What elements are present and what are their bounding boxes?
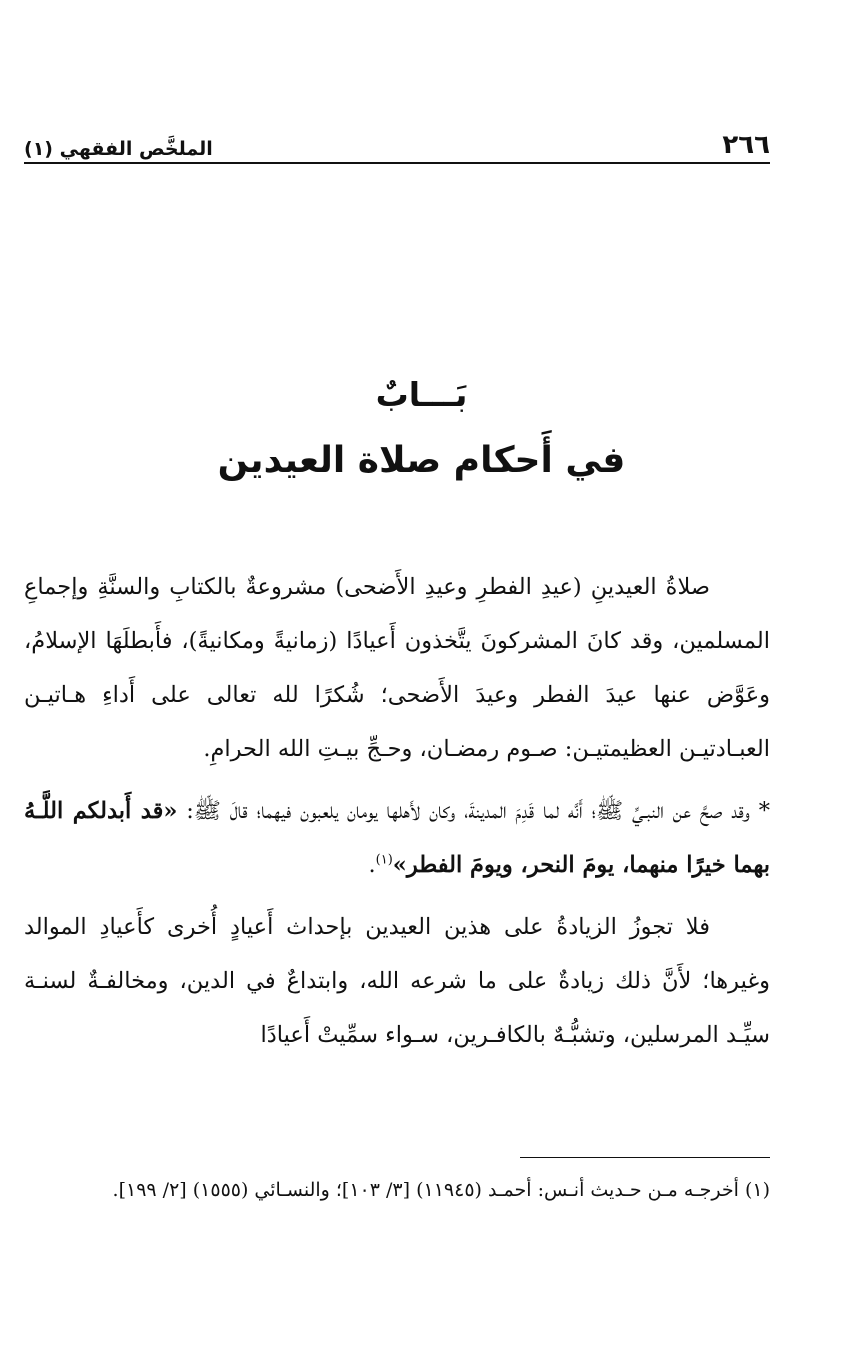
- page-number: ٢٦٦: [722, 130, 770, 160]
- header-divider: [24, 162, 770, 164]
- paragraph-2-end: .: [368, 852, 376, 878]
- footnote-1: (١) أخرجـه مـن حـديث أنـس: أحمـد (١١٩٤٥) [٣/ ١٠٣]؛ والنسـائي (١٥٥٥) [٢/ ١٩٩].: [112, 1179, 770, 1201]
- footnotes: [24, 1170, 770, 1210]
- hadith-quote: «قد أَبدلكم اللَّـهُ بهما خيرًا منهما، يومَ النحر، ويومَ الفطر»: [24, 798, 770, 878]
- paragraph-1: صلاةُ العيدينِ (عيدِ الفطرِ وعيدِ الأَضحى) مشروعةٌ بالكتابِ والسنَّةِ وإجماعِ المسلمين، وقد كانَ المشركونَ يتَّخذون أَعيادًا (زمانيةً ومكانيةً)، فأَبطلَهَا الإسلامُ، وعَوَّض عنها عيدَ الفطر وعيدَ الأَضحى؛ شُكرًا لله تعالى على أَداءِ هـاتيـن العبـادتيـن العظيمتيـن: صـوم رمضـان، وحـجِّ بيـتِ الله الحرامِ.: [24, 574, 770, 762]
- paragraph-3: فلا تجوزُ الزيادةُ على هذين العيدين بإحداث أَعيادٍ أُخرى كأَعيادِ الموالد وغيرها؛ لأَنَّ ذلك زيادةٌ على ما شرعه الله، وابتداعٌ في الدين، ومخالفـةٌ لسنـة سيِّـد المرسلين، وتشبُّـهٌ بالكافـرين، سـواء سمِّيتْ أَعيادًا: [24, 914, 770, 1048]
- footnote-divider: [520, 1157, 770, 1158]
- chapter-label: بَـــابٌ: [375, 375, 468, 414]
- running-header: [24, 120, 770, 160]
- paragraph-2: [24, 784, 770, 892]
- chapter-title: في أَحكام صلاة العيدين: [217, 440, 626, 481]
- main-text: [24, 560, 770, 1070]
- book-title: الملخَّص الفقهي (١): [24, 138, 213, 160]
- paragraph-2-text: * وقد صحَّ عن النبـيِّ ﷺ؛ أَنَّه لما قَدِمَ المدينةَ، وكان لأَهلها يومان يلعبون فيهما؛ قالَ ﷺ:: [177, 798, 770, 824]
- footnote-ref: (١): [375, 852, 393, 868]
